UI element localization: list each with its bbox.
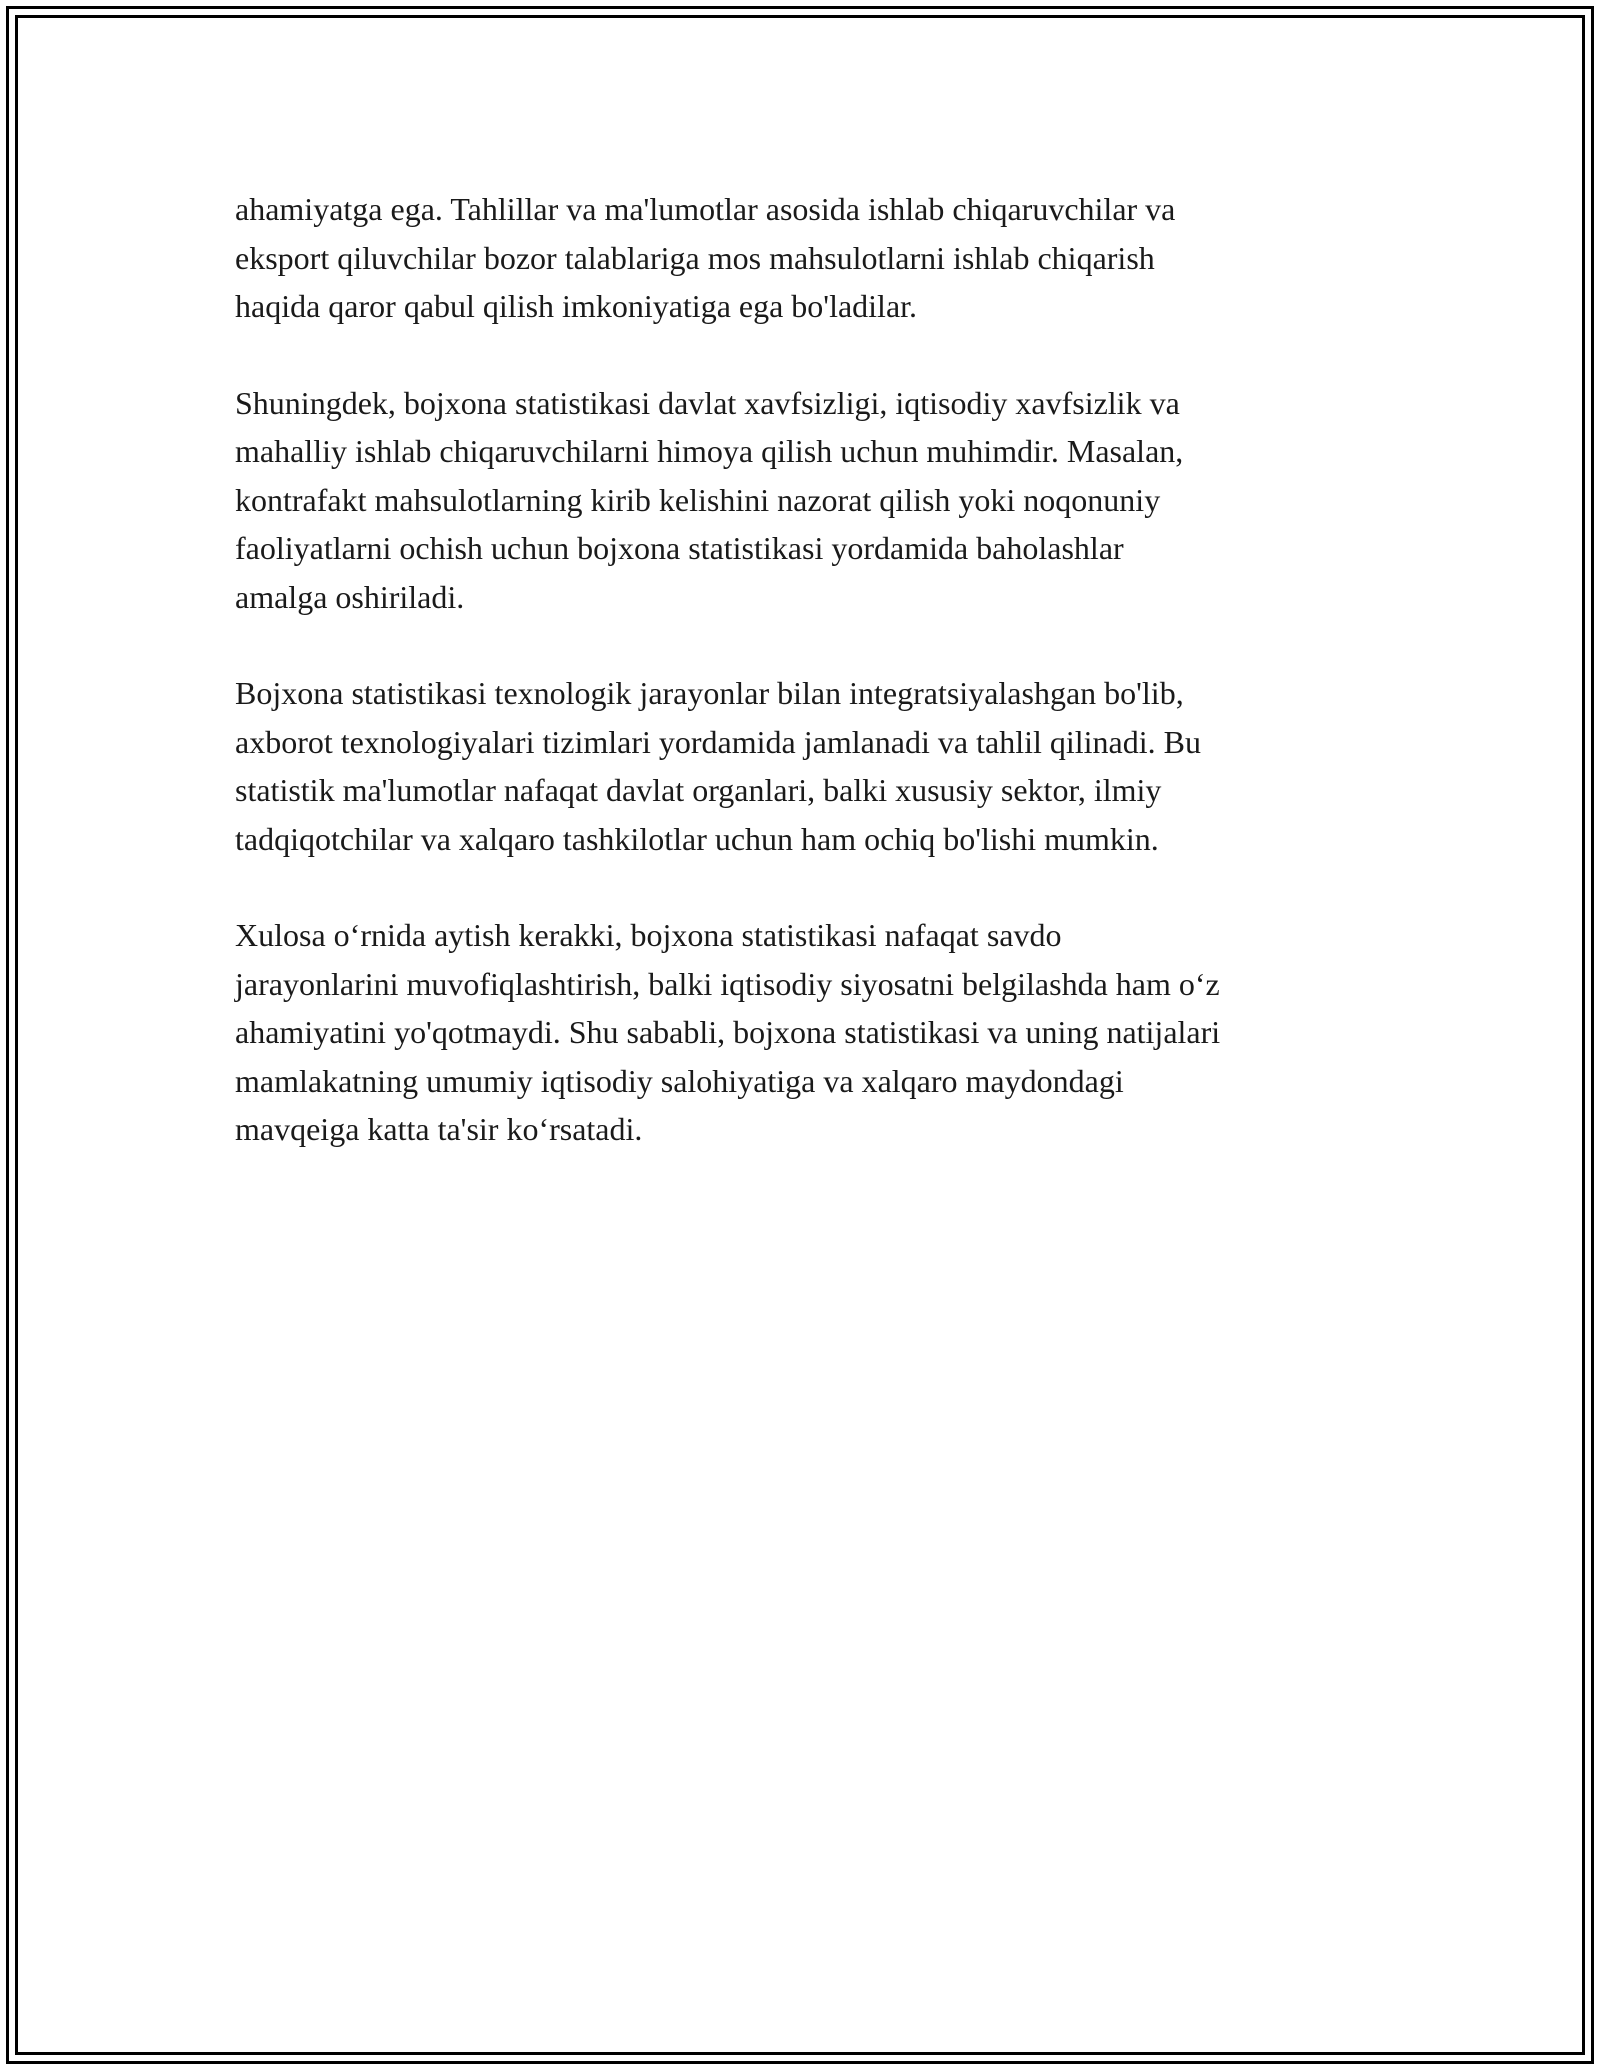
text-line: Shuningdek, bojxona statistikasi davlat xavfsizligi, iqtisodiy xavfsizlik va	[235, 384, 1180, 421]
text-line: jarayonlarini muvofiqlashtirish, balki iqtisodiy siyosatni belgilashda ham o‘z	[235, 965, 1220, 1002]
paragraph-2	[235, 379, 1415, 622]
text-line: Bojxona statistikasi texnologik jarayonlar bilan integratsiyalashgan bo'lib,	[235, 675, 1184, 711]
text-line: axborot texnologiyalari tizimlari yordamida jamlanadi va tahlil qilinadi. Bu	[235, 723, 1201, 760]
text-line: ahamiyatini yo'qotmaydi. Shu sababli, bojxona statistikasi va uning natijalari	[235, 1014, 1221, 1050]
text-line: haqida qaror qabul qilish imkoniyatiga ega bo'ladilar.	[235, 288, 918, 324]
text-line: ahamiyatga ega. Tahlillar va ma'lumotlar asosida ishlab chiqaruvchilar va	[235, 191, 1176, 227]
text-line: statistik ma'lumotlar nafaqat davlat organlari, balki xususiy sektor, ilmiy	[235, 772, 1162, 808]
text-line: kontrafakt mahsulotlarning kirib kelishini nazorat qilish yoki noqonuniy	[235, 481, 1161, 518]
text-line: mahalliy ishlab chiqaruvchilarni himoya qilish uchun muhimdir. Masalan,	[235, 433, 1184, 469]
paragraph-1	[235, 185, 1415, 331]
text-line: mavqeiga katta ta'sir ko‘rsatadi.	[235, 1111, 643, 1147]
paragraph-4	[235, 911, 1415, 1154]
text-line: Xulosa o‘rnida aytish kerakki, bojxona statistikasi nafaqat savdo	[235, 917, 1062, 953]
paragraph-3	[235, 669, 1415, 863]
document-body	[235, 185, 1415, 1202]
text-line: amalga oshiriladi.	[235, 578, 465, 615]
text-line: tadqiqotchilar va xalqaro tashkilotlar uchun ham ochiq bo'lishi mumkin.	[235, 820, 1159, 857]
text-line: mamlakatning umumiy iqtisodiy salohiyatiga va xalqaro maydondagi	[235, 1062, 1124, 1099]
text-line: eksport qiluvchilar bozor talablariga mos mahsulotlarni ishlab chiqarish	[235, 239, 1155, 276]
text-line: faoliyatlarni ochish uchun bojxona statistikasi yordamida baholashlar	[235, 530, 1124, 566]
